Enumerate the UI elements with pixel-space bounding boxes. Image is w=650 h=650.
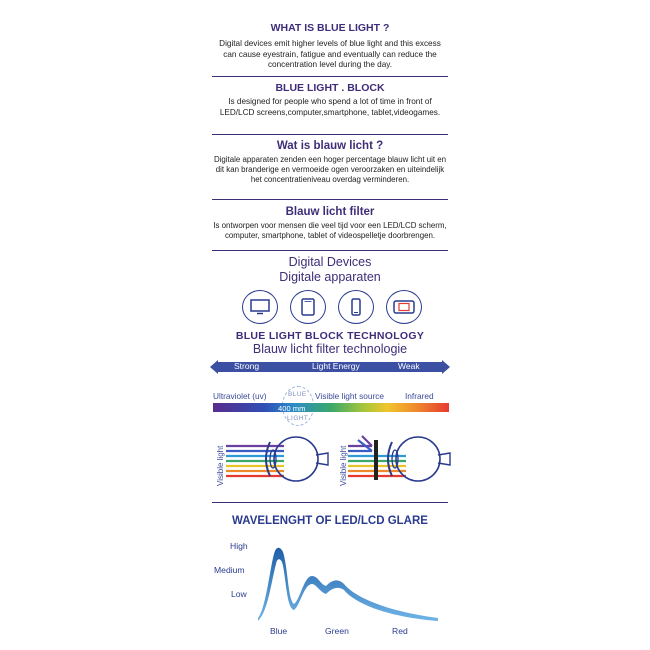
- x-label-green: Green: [325, 626, 349, 636]
- section-body: Digitale apparaten zenden een hoger percentage blauw licht uit en dit kan branderige en vermoeide ogen veroorzaken en uiteindelijk het concentratieniveau overdag verminderen.: [213, 155, 447, 184]
- infrared-label: Infrared: [405, 391, 434, 401]
- divider: [212, 134, 448, 135]
- devices-title-en: Digital Devices: [288, 255, 372, 269]
- smartphone-icon: [338, 290, 374, 324]
- divider: [212, 76, 448, 77]
- arrow-label-strong: Strong: [234, 361, 260, 371]
- section-body: Is ontworpen voor mensen die veel tijd voor een LED/LCD scherm, computer, smartphone, tablet of videospelletje doorbrengen.: [213, 221, 447, 240]
- section-title: WHAT IS BLUE LIGHT ?: [270, 22, 390, 34]
- y-label-medium: Medium: [214, 565, 245, 575]
- ultraviolet-label: Ultraviolet (uv): [213, 391, 267, 401]
- divider: [212, 250, 448, 251]
- visible-light-label: Visible light source: [315, 391, 385, 401]
- wavelength-400-label: 400 mm: [278, 404, 306, 413]
- divider: [212, 502, 448, 503]
- monitor-icon: [242, 290, 278, 324]
- game-console-icon: [386, 290, 422, 324]
- arrow-label-energy: Light Energy: [312, 361, 360, 371]
- section-body: Digital devices emit higher levels of blue light and this excess can cause eyestrain, fatigue and eventually can reduce the concentration level during the day.: [219, 39, 441, 70]
- blue-light-section: [208, 22, 452, 71]
- visible-light-axis-left: Visible light: [216, 445, 225, 486]
- blue-marker-bottom: LIGHT: [287, 415, 309, 422]
- section-title: BLUE LIGHT . BLOCK: [275, 82, 385, 94]
- devices-title-nl: Digitale apparaten: [279, 270, 381, 284]
- blauw-licht-filter-section: [208, 205, 452, 241]
- device-icons: [242, 290, 422, 324]
- x-label-blue: Blue: [270, 626, 288, 636]
- divider: [212, 199, 448, 200]
- product-info-panel: [208, 0, 452, 650]
- y-label-low: Low: [231, 589, 247, 599]
- visible-light-axis-right: Visible light: [339, 445, 348, 486]
- devices-heading: [208, 255, 452, 285]
- spectrum-bar: [213, 403, 449, 412]
- x-label-red: Red: [392, 626, 408, 636]
- eye-diagram-filtered: [348, 432, 452, 486]
- eye-diagram-unfiltered: [226, 432, 330, 486]
- arrow-label-weak: Weak: [398, 361, 420, 371]
- section-body: Is designed for people who spend a lot of time in front of LED/LCD screens,computer,smartphone, tablet,videogames.: [219, 97, 441, 117]
- technology-title-en: BLUE LIGHT BLOCK TECHNOLOGY: [235, 330, 425, 342]
- wavelength-curve: [258, 538, 438, 622]
- section-title: Wat is blauw licht ?: [276, 140, 384, 152]
- y-label-high: High: [230, 541, 248, 551]
- wavelength-title: WAVELENGHT OF LED/LCD GLARE: [232, 515, 428, 527]
- tablet-icon: [290, 290, 326, 324]
- technology-heading: [208, 330, 452, 356]
- technology-title-nl: Blauw licht filter technologie: [252, 342, 408, 356]
- wat-is-blauw-licht-section: [208, 139, 452, 185]
- blue-light-block-section: [208, 82, 452, 118]
- blue-marker-top: BLUE: [288, 391, 307, 398]
- section-title: Blauw licht filter: [285, 206, 375, 218]
